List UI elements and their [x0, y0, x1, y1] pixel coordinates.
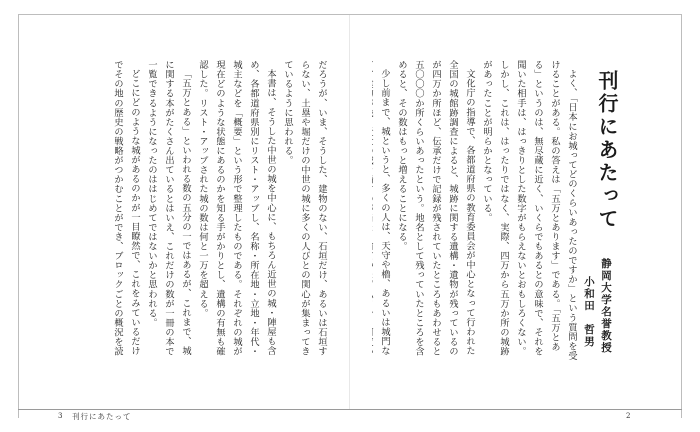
paragraph: 「五万とある」といわれる数の五分の一ではあるが、これまで、城に関する本がたくさん出ているとはいえ、これだけの数が一冊の本で一覧できるようになったのははじめてではないかと思われる。 — [146, 60, 191, 357]
page-number-right: 2 — [626, 412, 631, 420]
running-head: 刊行にあたって — [72, 412, 132, 421]
paragraph: 本書は、そうした中世の城を中心に、もちろん近世の城・陣屋も含め、各都道府県別にリスト・アップし、名称・所在地・立地・年代・城主などを「概要」という形で整理したものである。それぞれの城が現在どのような状態にあるのかを知る手がかりとし、遺構の有無も確認した。リスト・アップされた城の数は何と一万を超える。 — [197, 60, 276, 357]
footer-rule — [18, 409, 682, 410]
author-affiliation: 静岡大学名誉教授 — [600, 258, 612, 354]
page-gutter — [349, 15, 350, 409]
paragraph: よく、「日本にお城ってどのくらいあったのですか」という質問を受けることがある。私の答えは「五万とあります」である。「五万とある」というのは、無尽蔵に近く、いくらでもあるとの意味で、それを聞いた相手は、はっきりとした数字がもらえないとおもしろくない。しかし、これは、はったりではなく、実際、四万から五万か所の城跡があったことが明らかとなっている。 — [481, 60, 577, 361]
page-number-left: 3 — [58, 412, 63, 420]
paragraph: 文化庁の指導で、各都道府県の教育委員会が中心となって行われた全国の城館跡調査によると、城跡に関する遺構・遺物が残っているのが四万か所ほど、伝承だけで記録が残されていたところもあわせると五〇〇〇か所くらいあったという。地名として残っていたところを含めると、その数はもっと増えることになる。 — [396, 60, 475, 357]
right-page-body — [372, 60, 580, 365]
paragraph: だろうが、いま、そうした、建物のない、石垣だけ、あるいは石垣すらない、土塁や堀だけの中世の城に多くの人びとの関心が集まってきているように思われる。 — [282, 60, 327, 357]
paragraph: 少し前まで、城というと、多くの人は、天守や櫓、あるいは城門な — [379, 69, 390, 356]
left-page-body — [110, 60, 330, 365]
paragraph: どこにどのような城があるのかが一目瞭然で、これをみているだけでその地の歴史の戦略がつかむことができ、ブロックごとの概況を読 — [112, 60, 140, 357]
author-block — [580, 258, 614, 368]
chapter-title: 刊行にあたって — [595, 70, 619, 231]
author-name: 小和田 哲男 — [583, 276, 595, 348]
